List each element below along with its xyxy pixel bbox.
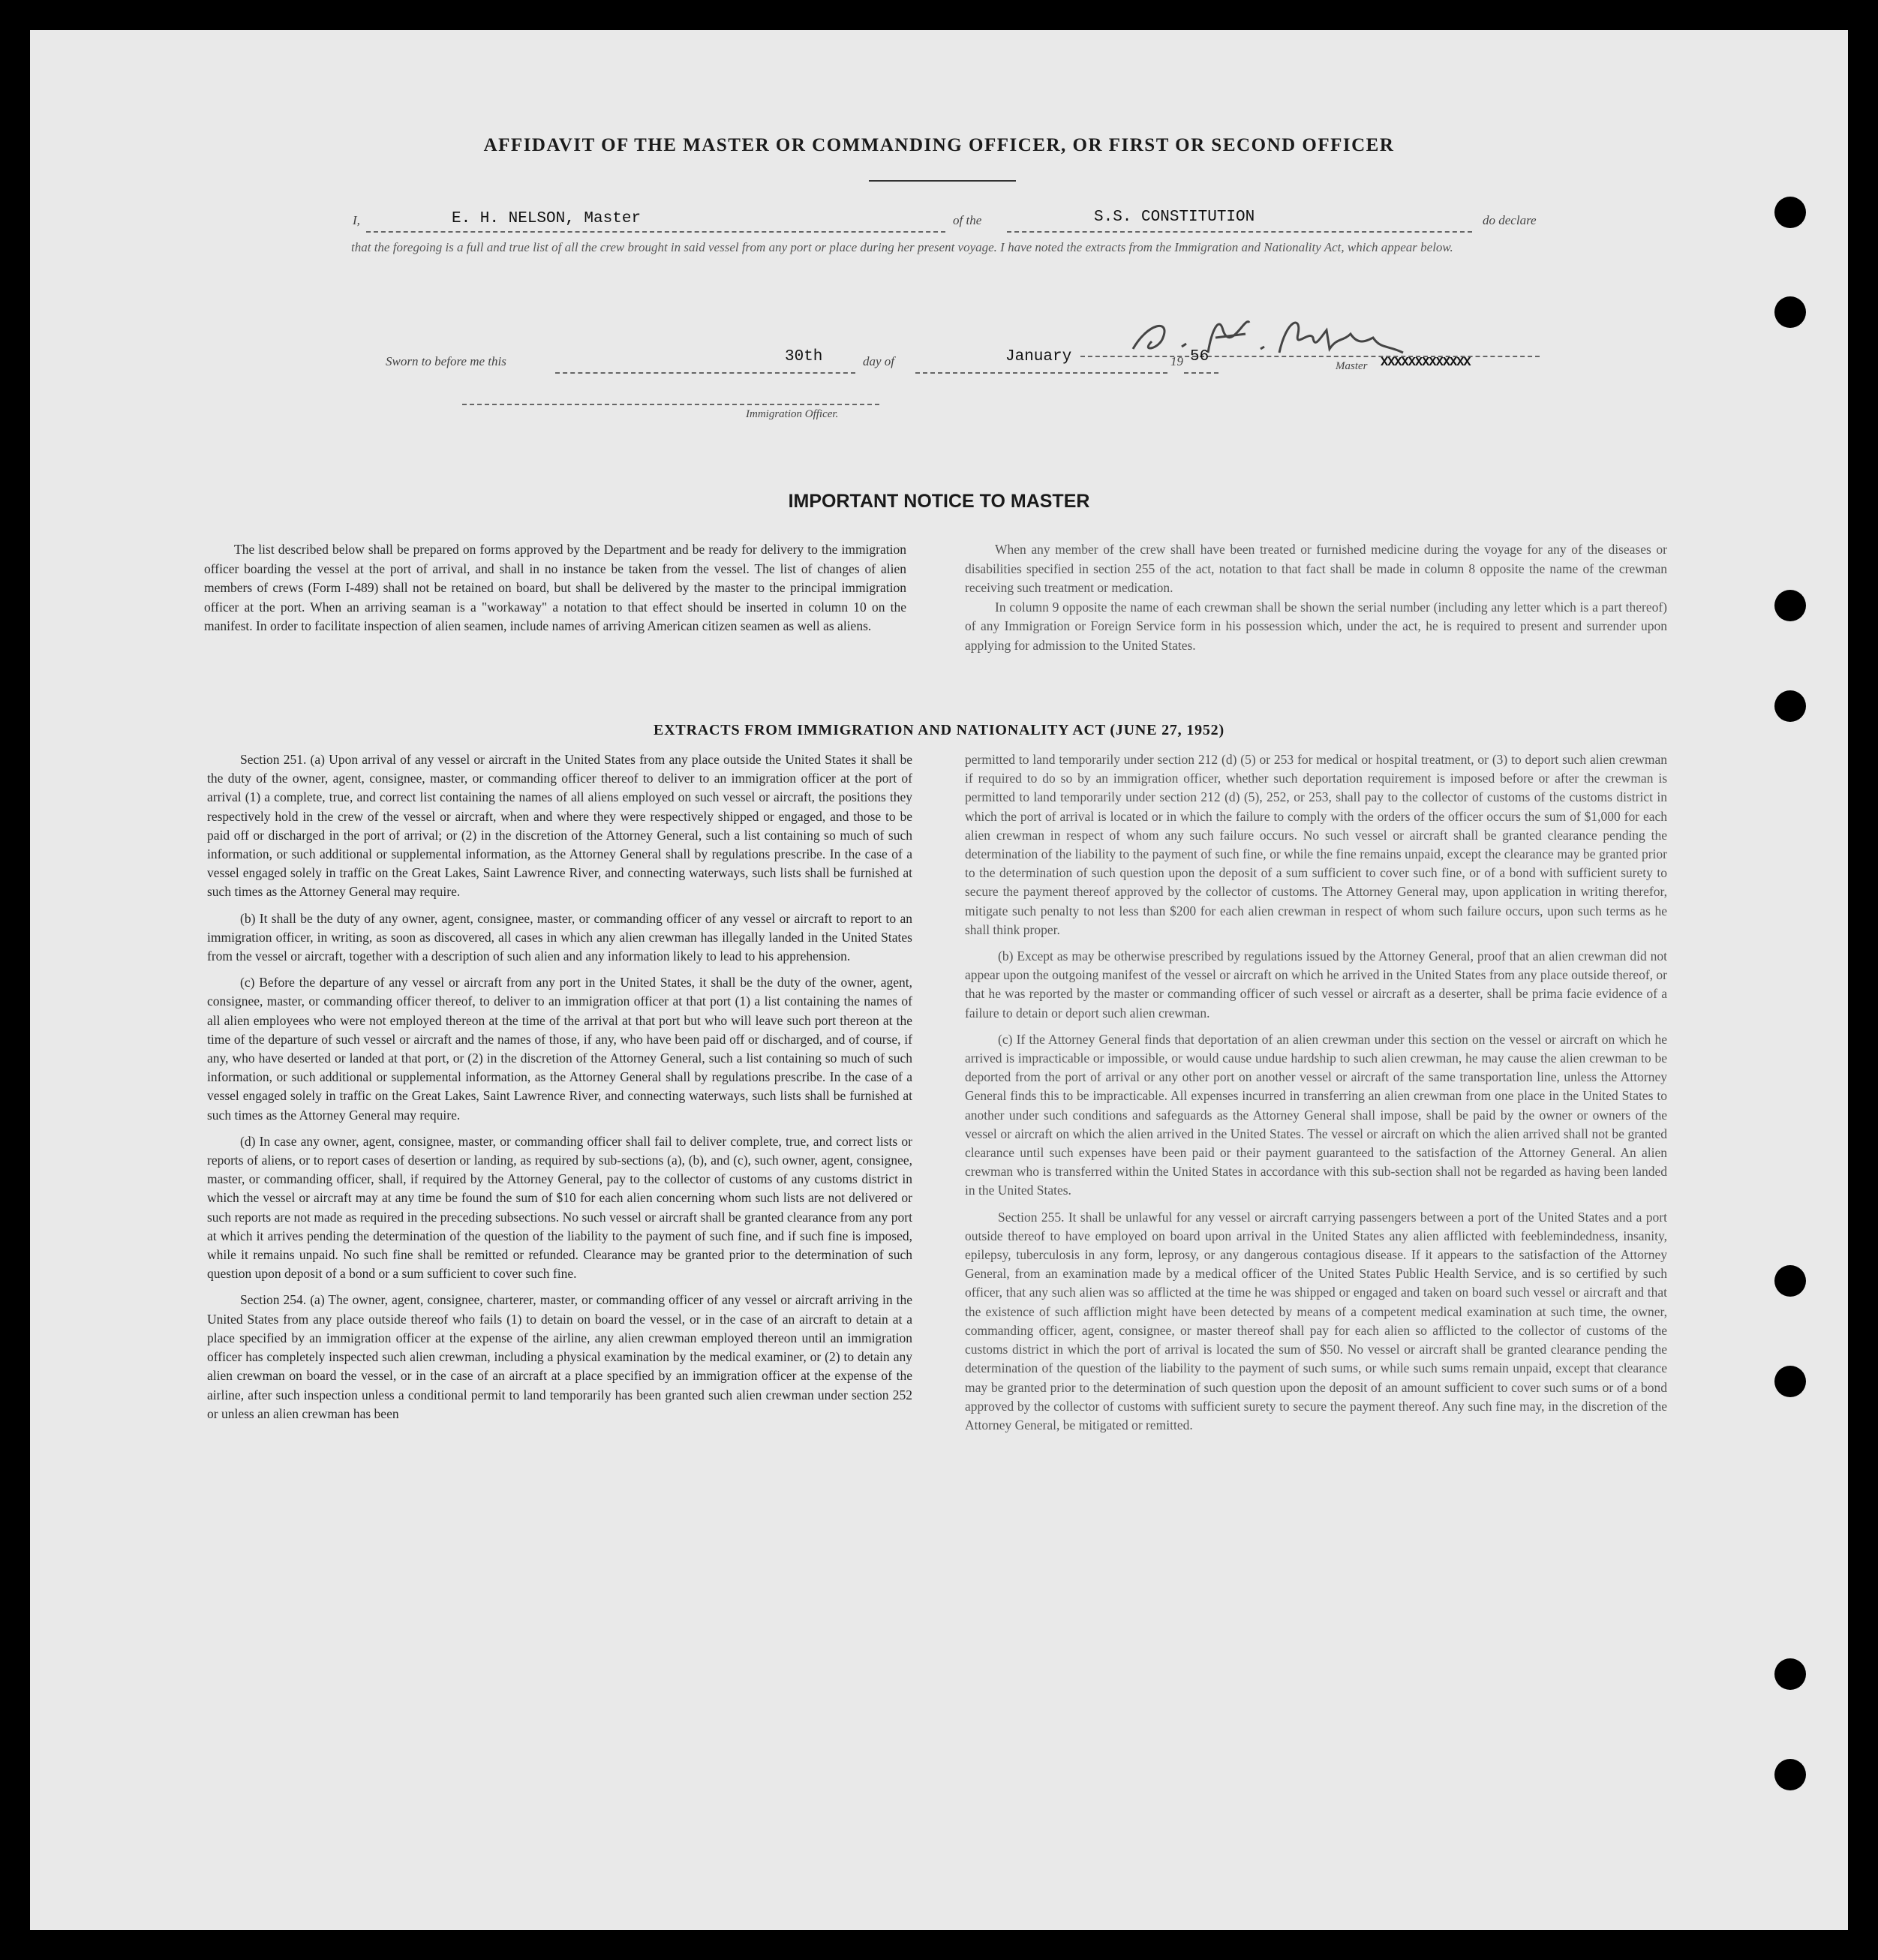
notice-paragraph: When any member of the crew shall have been treated or furnished medicine during the voyage for any of the diseases or disabilities specified in section 255 of the act, notation to that fact shall be made in column 8 opposite the name of the crewman receiving such treatment or medication.	[965, 542, 1667, 595]
day-of-label: day of	[863, 354, 895, 368]
binder-hole	[1774, 1658, 1806, 1690]
sworn-line	[386, 345, 1226, 375]
extracts-left-column	[207, 750, 912, 1431]
affidavit-title: AFFIDAVIT OF THE MASTER OR COMMANDING OFFICER, OR FIRST OR SECOND OFFICER	[483, 135, 1395, 155]
notice-paragraph: In column 9 opposite the name of each crewman shall be shown the serial number (including any letter which is a part thereof) of any Immigration or Foreign Service form in his possession which, under the act, he is required to present and surrender upon applying for admission to the United States.	[965, 599, 1667, 653]
sworn-year: 56	[1190, 348, 1209, 365]
month-underline	[915, 372, 1167, 374]
extracts-right-column	[965, 750, 1667, 1442]
declaration-text: that the foregoing is a full and true list of all the crew brought in said vessel from any port or place during her present voyage. I have noted the extracts from the Immigration and Nationality Act, which appear below.	[351, 240, 1453, 254]
binder-hole	[1774, 296, 1806, 328]
officer-label: Immigration Officer.	[746, 408, 839, 420]
extract-paragraph: Section 254. (a) The owner, agent, consignee, charterer, master, or commanding officer of any vessel or aircraft arriving in the United States from any place outside thereof who fails (1) to detain on board the vessel, or in the case of an aircraft to detain at a place specified by an immigration officer at the expense of the airline, any alien crewman employed thereon until an immigration officer has completely inspected such alien crewman, including a physical examination by the medical examiner, or (2) to detain any alien crewman on board the vessel, or in the case of an aircraft at a place specified by an immigration officer at the expense of the airline, after such inspection unless a conditional permit to land temporarily has been granted such alien crewman under section 252 or unless an alien crewman has been	[207, 1292, 912, 1421]
extract-paragraph: (d) In case any owner, agent, consignee, master, or commanding officer shall fail to deliver complete, true, and correct lists or reports of aliens, or to report cases of desertion or landing, as required by sub-sections (a), (b), and (c), such owner, agent, consignee, master, or commanding officer, shall, if required by the Attorney General, pay to the collector of customs of any customs district in which the vessel or aircraft may at any time be found the sum of $10 for each alien concerning whom such lists are not delivered or such reports are not made as required in the preceding subsections. No such vessel or aircraft shall be granted clearance from any port at which it arrives pending the determination of the question of the liability to the payment of such fine, and if such fine is imposed, while it remains unpaid. No such fine shall be remitted or refunded. Clearance may be granted prior to the determination of such question upon deposit of a bond or a sum sufficient to cover such fine.	[207, 1133, 912, 1282]
extract-paragraph: Section 251. (a) Upon arrival of any vessel or aircraft in the United States from any place outside the United States it shall be the duty of the owner, agent, consignee, master, or commanding officer thereof to deliver to an immigration officer at the port of arrival (1) a complete, true, and correct list containing the names of all aliens employed on such vessel or aircraft, the positions they respectively hold in the crew of the vessel or aircraft, when and where they were respectively shipped or engaged, and those to be paid off or discharged in the port of arrival; or (2) in the discretion of the Attorney General, such a list containing so much of such information, or such additional or supplemental information, as the Attorney General shall by regulations prescribe. In the case of a vessel engaged solely in traffic on the Great Lakes, Saint Lawrence River, and connecting waterways, such lists shall be furnished at such times as the Attorney General may require.	[207, 752, 912, 900]
binder-hole	[1774, 197, 1806, 228]
day-underline	[555, 372, 855, 374]
struck-title: XXXXXXXXXXXXX	[1381, 356, 1471, 370]
binder-hole	[1774, 1759, 1806, 1790]
do-declare-label: do declare	[1483, 213, 1537, 227]
title-rule	[869, 180, 1016, 182]
binder-hole	[1774, 690, 1806, 722]
declaration-line	[353, 207, 1546, 234]
binder-hole	[1774, 1366, 1806, 1397]
extract-paragraph: Section 255. It shall be unlawful for any vessel or aircraft carrying passengers between a port of the United States and a port outside thereof to have employed on board upon arrival in the United States any alien afflicted with feeblemindedness, insanity, epilepsy, tuberculosis in any form, leprosy, or any dangerous contagious disease. If it appears to the satisfaction of the Attorney General, from an examination made by a medical officer of the United States Public Health Service, and is so certified by such officer, that any such alien was so afflicted at the time he was shipped or engaged and taken on board such vessel or aircraft and that the existence of such affliction might have been detected by means of a competent medical examination at such time, the owner, commanding officer, agent, consignee, or master thereof shall pay for each alien so afflicted to the collector of customs of the customs district in which the port of arrival is located the sum of $50. No vessel or aircraft shall be granted clearance pending the determination of the question of the liability to the payment of such sums, or while such sums remain unpaid, except that clearance may be granted prior to the determination of such question upon the deposit of an amount sufficient to cover such sums or of a bond approved by the collector of customs with sufficient surety to secure the payment thereof. Any such fine may, in the discretion of the Attorney General, be mitigated or remitted.	[965, 1209, 1667, 1432]
master-label: Master	[1336, 360, 1368, 372]
extract-paragraph: (b) Except as may be otherwise prescribed by regulations issued by the Attorney General, proof that an alien crewman did not appear upon the outgoing manifest of the vessel or aircraft on which he arrived in the United States from any place outside thereof, or that he was reported by the master or commanding officer of such vessel or aircraft as a deserter, shall be prima facie evidence of a failure to detain or deport such alien crewman.	[965, 948, 1667, 1021]
extract-paragraph: (c) Before the departure of any vessel or aircraft from any port in the United States, it shall be the duty of the owner, agent, consignee, master, or commanding officer thereof, to deliver to an immigration officer at that port (1) a list containing the names of all alien employees who were not employed thereon at the time of the arrival at that port but who will leave such port thereon at the time of the departure of such vessel or aircraft and the names of those, if any, who have been paid off or discharged, and of course, if any, who have deserted or landed at that port, or (2) in the discretion of the Attorney General, such a list containing so much of such information, or such additional or supplemental information, as the Attorney General shall by regulations prescribe. In the case of a vessel engaged solely in traffic on the Great Lakes, Saint Lawrence River, and connecting waterways, such lists shall be furnished at such times as the Attorney General may require.	[207, 975, 912, 1123]
vessel-name: S.S. CONSTITUTION	[1094, 209, 1255, 226]
notice-left-column	[204, 540, 906, 636]
document-page	[30, 30, 1848, 1930]
officer-underline	[462, 404, 879, 405]
extract-paragraph: (b) It shall be the duty of any owner, agent, consignee, master, or commanding officer of any vessel or aircraft to report to an immigration officer, in writing, as soon as discovered, all cases in which any alien crewman has illegally landed in the United States from the vessel or aircraft, together with a description of such alien and any information likely to lead to his apprehension.	[207, 910, 912, 964]
notice-right-column	[965, 540, 1667, 655]
sworn-day: 30th	[785, 348, 823, 365]
declaration-prefix: I,	[353, 213, 360, 227]
master-name: E. H. NELSON, Master	[452, 210, 642, 227]
vessel-underline	[1007, 231, 1472, 233]
name-underline	[366, 231, 945, 233]
binder-hole	[1774, 1265, 1806, 1297]
sworn-month: January	[1005, 348, 1072, 365]
notice-paragraph: The list described below shall be prepared on forms approved by the Department and be ready for delivery to the immigration officer boarding the vessel at the port of arrival, and shall in no instance be taken from the vessel. The list of changes of alien members of crews (Form I-489) shall not be retained on board, but shall be delivered by the master to the principal immigration officer at the port. When an arriving seaman is a "workaway" a notation to that effect should be inserted in column 10 on the manifest. In order to facilitate inspection of alien seamen, include names of arriving American citizen seamen as well as aliens.	[204, 542, 906, 633]
of-the-label: of the	[953, 213, 982, 227]
year-underline	[1184, 372, 1218, 374]
notice-title: IMPORTANT NOTICE TO MASTER	[788, 491, 1090, 512]
year-prefix: 19	[1170, 354, 1183, 368]
sworn-prefix: Sworn to before me this	[386, 354, 506, 368]
extract-paragraph: permitted to land temporarily under section 212 (d) (5) or 253 for medical or hospital treatment, or (3) to deport such alien crewman if required to do so by an immigration officer, whether such deportation requirement is imposed before or after the crewman is permitted to land temporarily under section 212 (d) (5), 252, or 253, shall pay to the collector of customs of the customs district in which the port of arrival is located or in which the failure to comply with the orders of the officer occurs the sum of $1,000 for each alien crewman in respect of whom any such failure occurs. No such vessel or aircraft shall be granted clearance pending the determination of the liability to the payment of such fine, or while the fine remains unpaid, except the clearance may be granted prior to the determination of such question upon the deposit of a sum sufficient to cover such fine, or of a bond with sufficient surety to secure the payment thereof approved by the collector of customs. The Attorney General may, upon application in writing therefor, mitigate such penalty to not less than $200 for each alien crewman in respect of whom such failure occurs, upon such terms as he shall think proper.	[965, 752, 1667, 937]
extract-paragraph: (c) If the Attorney General finds that deportation of an alien crewman under this section on the vessel or aircraft on which he arrived is impracticable or impossible, or would cause undue hardship to such alien crewman, he may cause the alien crewman to be deported from the port of arrival or any other port on another vessel or aircraft of the same transportation line, unless the Attorney General finds this to be impracticable. All expenses incurred in transferring an alien crewman from one place in the United States to another under such conditions and safeguards as the Attorney General shall impose, shall be paid by the owner or owners of the vessel or aircraft on which the alien arrived in the United States. The vessel or aircraft on which the alien arrived shall not be granted clearance until such expenses have been paid or their payment guaranteed to the satisfaction of the Attorney General. An alien crewman who is transferred within the United States in accordance with this sub-section shall not be regarded as having been landed in the United States.	[965, 1031, 1667, 1198]
binder-hole	[1774, 590, 1806, 621]
extracts-title: EXTRACTS FROM IMMIGRATION AND NATIONALITY ACT (JUNE 27, 1952)	[654, 722, 1224, 738]
